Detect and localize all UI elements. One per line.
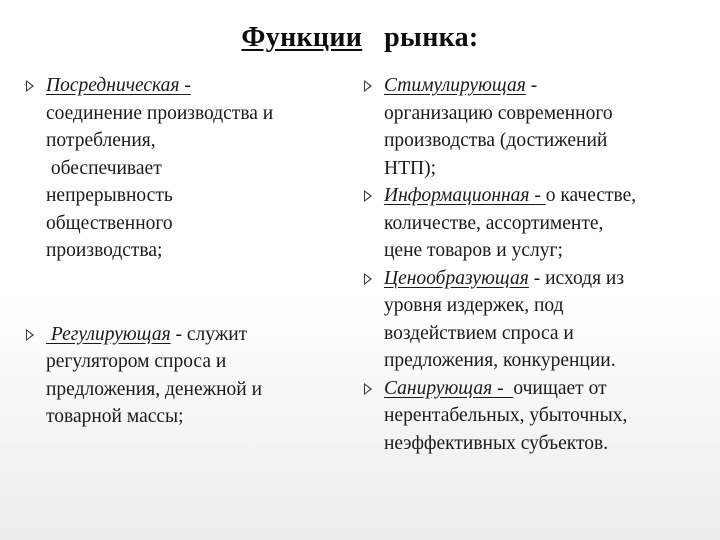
item-line: регулятором спроса и xyxy=(46,351,227,372)
item-line: неэффективных субъектов. xyxy=(384,432,609,454)
bullet-arrow-icon xyxy=(364,273,372,285)
left-column xyxy=(22,72,340,431)
item-line: соединение производства и xyxy=(46,102,274,124)
list-item-stimulating xyxy=(360,72,710,182)
title-part-functions: Функции xyxy=(241,22,363,53)
item-line: общественного xyxy=(46,212,173,234)
term-intermediary: Посредническая - xyxy=(46,75,191,96)
item-line: цене товаров и услуг; xyxy=(384,240,563,261)
term-rest: очищает от xyxy=(513,377,607,399)
item-line: воздействием спроса и xyxy=(384,322,574,344)
list-item-informational xyxy=(360,182,710,265)
item-line: обеспечивает xyxy=(46,157,162,179)
term-pricing: Ценообразующая xyxy=(384,267,529,289)
item-line: товарной массы; xyxy=(46,406,184,427)
term-sanitizing: Санирующая - xyxy=(384,377,514,399)
list-item-intermediary xyxy=(22,72,340,265)
item-line: производства (достижений xyxy=(384,130,608,151)
term-stimulating: Стимулирующая xyxy=(384,75,526,96)
term-rest: - исходя из xyxy=(528,267,625,289)
item-line: количестве, ассортименте, xyxy=(384,212,604,234)
bullet-arrow-icon xyxy=(364,383,372,395)
term-rest: - xyxy=(525,75,538,96)
right-column xyxy=(360,72,710,457)
list-item-pricing xyxy=(360,265,710,375)
item-line: нерентабельных, убыточных, xyxy=(384,405,628,426)
item-line: предложения, конкуренции. xyxy=(384,350,616,371)
item-line: уровня издержек, под xyxy=(384,295,564,316)
bullet-arrow-icon xyxy=(26,80,34,92)
item-line: непрерывность xyxy=(46,185,173,206)
bullet-arrow-icon xyxy=(364,80,372,92)
item-line: предложения, денежной и xyxy=(46,378,263,400)
item-line: производства; xyxy=(46,240,163,261)
title-gap xyxy=(362,22,384,53)
item-line: потребления, xyxy=(46,130,156,151)
bullet-arrow-icon xyxy=(364,190,372,202)
item-line: организацию современного xyxy=(384,102,613,124)
slide-title xyxy=(0,22,720,54)
term-informational: Информационная - xyxy=(384,185,546,206)
term-rest: - служит xyxy=(170,323,248,345)
term-rest: о качестве, xyxy=(545,185,637,206)
item-line: НТП); xyxy=(384,157,436,179)
list-item-regulating xyxy=(22,321,340,431)
list-item-sanitizing xyxy=(360,375,710,458)
title-part-market: рынка: xyxy=(384,22,479,53)
bullet-arrow-icon xyxy=(26,329,34,341)
term-regulating: Регулирующая xyxy=(46,323,171,345)
